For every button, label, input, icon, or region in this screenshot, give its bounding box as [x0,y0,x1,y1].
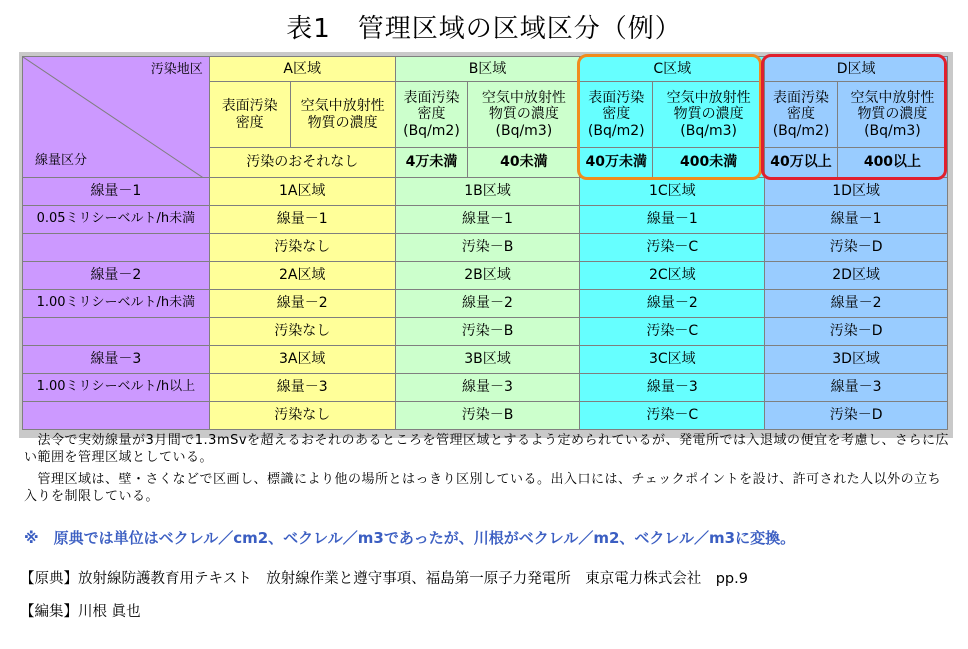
dose-cell: 線量－2 [209,290,395,318]
table-row [23,234,948,262]
corner-label-contamination: 汚染地区 [150,62,203,77]
d-air-threshold: 400以上 [837,148,947,178]
dose-cell: 線量－1 [209,206,395,234]
c-surface-threshold: 40万未満 [580,148,653,178]
zone-cell: 1B区域 [395,178,580,206]
table-row [23,318,948,346]
b-surface-threshold: 4万未満 [395,148,468,178]
dose-limit: 1.00ミリシーベルト/h以上 [23,374,210,402]
zone-cell: 1C区域 [580,178,765,206]
zone-header-b: B区域 [395,57,580,82]
zone-header-c: C区域 [580,57,765,82]
c-surface-header: 表面汚染 密度 (Bq/m2) [580,82,653,148]
table-row [23,402,948,430]
dose-cell: 線量－3 [395,374,580,402]
table-row [23,374,948,402]
a-air-header: 空気中放射性 物質の濃度 [290,82,395,148]
dose-cell: 線量－3 [765,374,948,402]
table-row [23,290,948,318]
page-title: 表1 管理区域の区域区分（例） [286,14,682,44]
contam-cell: 汚染－B [395,402,580,430]
zone-cell: 3A区域 [209,346,395,374]
contam-cell: 汚染なし [209,402,395,430]
dose-cell: 線量－3 [209,374,395,402]
zone-table [22,56,948,430]
a-surface-header: 表面汚染 密度 [209,82,290,148]
zone-cell: 2D区域 [765,262,948,290]
dose-label: 線量－3 [23,346,210,374]
contam-cell: 汚染なし [209,234,395,262]
dose-cell: 線量－1 [395,206,580,234]
contam-cell: 汚染なし [209,318,395,346]
contam-cell: 汚染－B [395,318,580,346]
table-row [23,262,948,290]
contam-cell: 汚染－C [580,402,765,430]
source-citation: 【原典】放射線防護教育用テキスト 放射線作業と遵守事項、福島第一原子力発電所 東京電力株式会社 pp.9 [20,571,748,587]
c-air-threshold: 400未満 [653,148,765,178]
table-row [23,346,948,374]
contam-cell: 汚染－C [580,318,765,346]
zone-header-d: D区域 [765,57,948,82]
note-paragraph-1: 法令で実効線量が3月間で1.3mSvを超えるおそれのあるところを管理区域とするよう定められているが、発電所では入退域の便宜を考慮し、さらに広い範囲を管理区域としている。 [24,433,950,465]
dose-cell: 線量－1 [765,206,948,234]
dose-cell: 線量－1 [580,206,765,234]
zone-cell: 2C区域 [580,262,765,290]
b-air-header: 空気中放射性 物質の濃度 (Bq/m3) [468,82,580,148]
b-air-threshold: 40未満 [468,148,580,178]
dose-cell: 線量－2 [395,290,580,318]
zone-cell: 2B区域 [395,262,580,290]
contam-cell: 汚染－C [580,234,765,262]
zone-cell: 1D区域 [765,178,948,206]
corner-label-dose: 線量区分 [35,153,88,169]
c-air-header: 空気中放射性 物質の濃度 (Bq/m3) [653,82,765,148]
d-air-header: 空気中放射性 物質の濃度 (Bq/m3) [837,82,947,148]
contam-cell: 汚染－D [765,318,948,346]
dose-cell: 線量－3 [580,374,765,402]
table-corner-cell [23,57,210,178]
note-paragraph-2: 管理区域は、壁・さくなどで区画し、標識により他の場所とはっきり区別している。出入口には、チェックポイントを設け、許可された人以外の立ち入りを制限している。 [24,472,942,504]
unit-remark: ※ 原典では単位はベクレル／cm2、ベクレル／m3であったが、川根がベクレル／m2、ベクレル／m3に変換。 [24,529,796,547]
zone-header-a: A区域 [209,57,395,82]
dose-cell: 線量－2 [580,290,765,318]
dose-limit: 0.05ミリシーベルト/h未満 [23,206,210,234]
contam-cell: 汚染－D [765,402,948,430]
d-surface-threshold: 40万以上 [765,148,838,178]
dose-blank [23,402,210,430]
table-row [23,206,948,234]
zone-cell: 1A区域 [209,178,395,206]
dose-blank [23,318,210,346]
editor-credit: 【編集】川根 眞也 [20,604,141,620]
dose-label: 線量－2 [23,262,210,290]
zone-cell: 3B区域 [395,346,580,374]
dose-blank [23,234,210,262]
table-row [23,178,948,206]
dose-limit: 1.00ミリシーベルト/h未満 [23,290,210,318]
d-surface-header: 表面汚染 密度 (Bq/m2) [765,82,838,148]
dose-label: 線量－1 [23,178,210,206]
zone-cell: 3C区域 [580,346,765,374]
zone-cell: 3D区域 [765,346,948,374]
b-surface-header: 表面汚染 密度 (Bq/m2) [395,82,468,148]
zone-cell: 2A区域 [209,262,395,290]
contam-cell: 汚染－B [395,234,580,262]
dose-cell: 線量－2 [765,290,948,318]
contam-cell: 汚染－D [765,234,948,262]
a-threshold: 汚染のおそれなし [209,148,395,178]
